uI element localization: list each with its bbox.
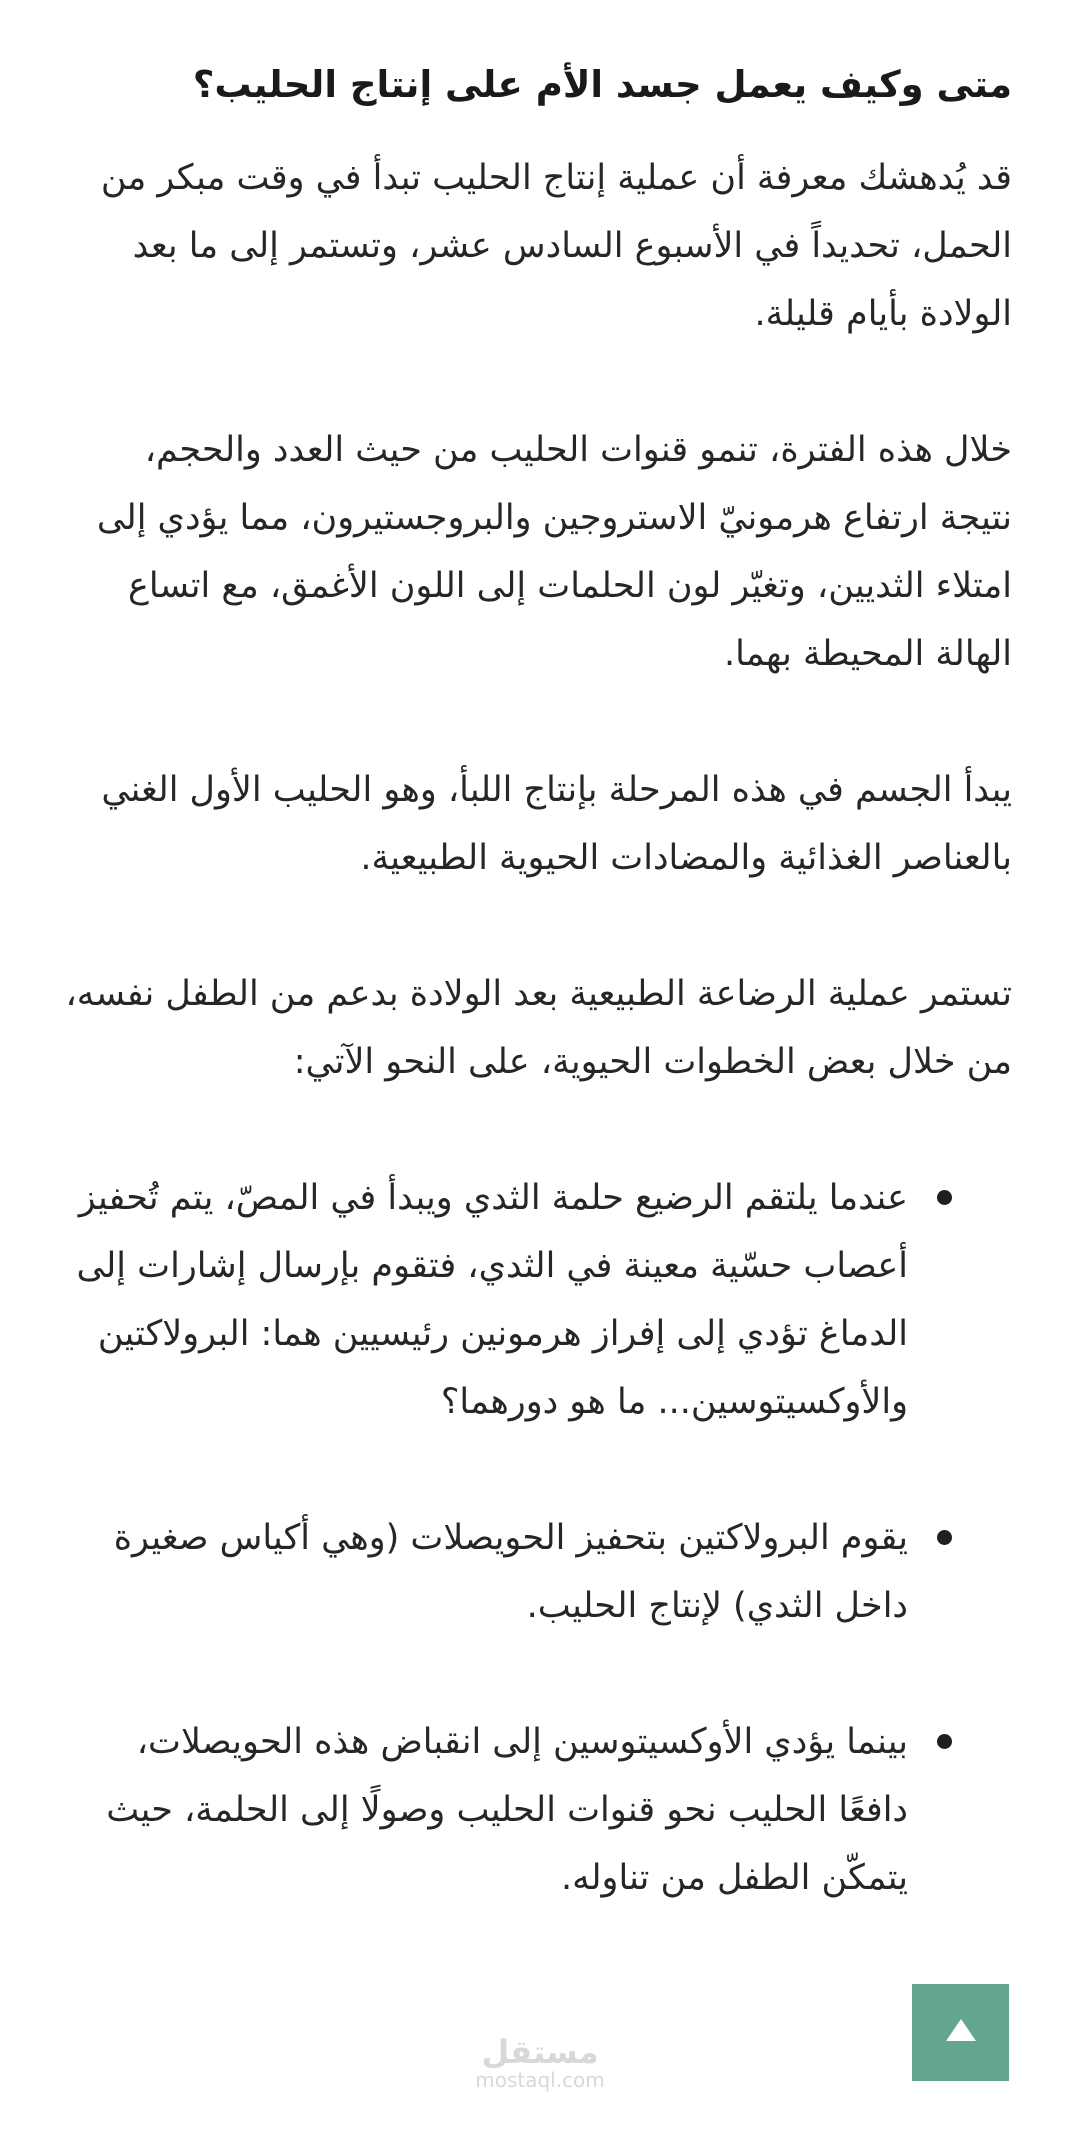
- bullet-icon: [937, 1734, 952, 1749]
- list-item-text: عندما يلتقم الرضيع حلمة الثدي ويبدأ في المصّ، يتم تُحفيز أعصاب حسّية معينة في الثدي، فتقوم بإرسال إشارات إلى الدماغ تؤدي إلى إفراز هرمونين رئيسيين هما: البرولاكتين والأوكسيتوسين... ما هو دورهما؟: [76, 1178, 908, 1422]
- list-item: [62, 1164, 1012, 1436]
- paragraph-intro: قد يُدهشك معرفة أن عملية إنتاج الحليب تبدأ في وقت مبكر من الحمل، تحديداً في الأسبوع السادس عشر، وتستمر إلى ما بعد الولادة بأيام قليلة.: [100, 158, 1012, 334]
- steps-list: [62, 1164, 1012, 1912]
- bullet-icon: [937, 1530, 952, 1545]
- article-heading: متى وكيف يعمل جسد الأم على إنتاج الحليب؟: [192, 63, 1012, 106]
- paragraph-steps-intro: تستمر عملية الرضاعة الطبيعية بعد الولادة بدعم من الطفل نفسه، من خلال بعض الخطوات الحيوية، على النحو الآتي:: [65, 974, 1012, 1082]
- watermark-latin: mostaql.com: [475, 2068, 605, 2092]
- bullet-icon: [937, 1190, 952, 1205]
- list-item-text: يقوم البرولاكتين بتحفيز الحويصلات (وهي أكياس صغيرة داخل الثدي) لإنتاج الحليب.: [113, 1518, 908, 1626]
- paragraph-colostrum: يبدأ الجسم في هذه المرحلة بإنتاج اللبأ، وهو الحليب الأول الغني بالعناصر الغذائية والمضادات الحيوية الطبيعية.: [101, 770, 1012, 878]
- arrow-up-icon: [946, 2019, 976, 2041]
- scroll-to-top-button[interactable]: [912, 1984, 1009, 2081]
- list-item: [62, 1504, 1012, 1640]
- article: [62, 40, 1012, 1980]
- watermark-arabic: مستقل: [481, 2033, 599, 2071]
- list-item: [62, 1708, 1012, 1912]
- mostaql-watermark: [470, 2035, 610, 2091]
- paragraph-hormones: خلال هذه الفترة، تنمو قنوات الحليب من حيث العدد والحجم، نتيجة ارتفاع هرمونيّ الاستروجين والبروجستيرون، مما يؤدي إلى امتلاء الثديين، وتغيّر لون الحلمات إلى اللون الأغمق، مع اتساع الهالة المحيطة بهما.: [96, 430, 1012, 674]
- list-item-text: بينما يؤدي الأوكسيتوسين إلى انقباض هذه الحويصلات، دافعًا الحليب نحو قنوات الحليب وصولًا إلى الحلمة، حيث يتمكّن الطفل من تناوله.: [106, 1722, 908, 1898]
